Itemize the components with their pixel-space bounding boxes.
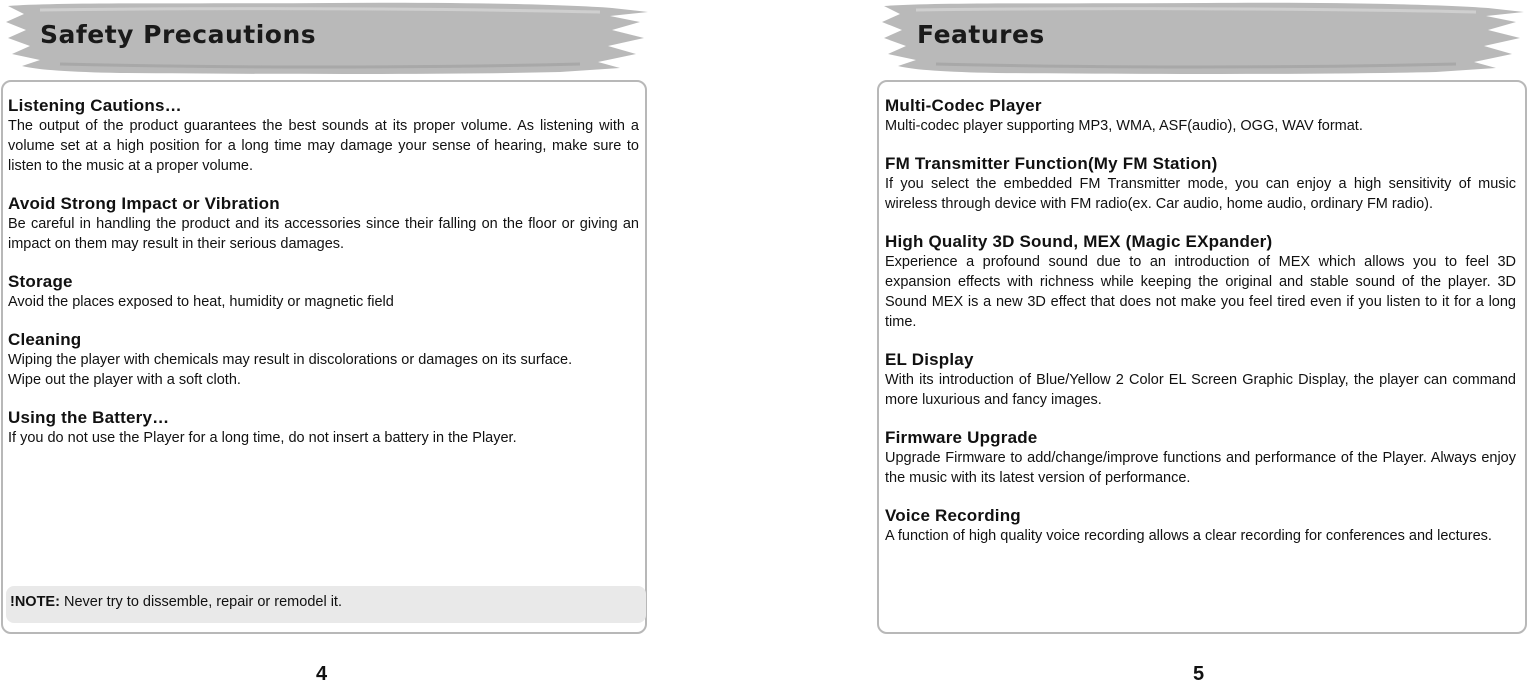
section: [885, 95, 1516, 136]
body-paragraph: Experience a profound sound due to an introduction of MEX which allows you to feel 3D expansion effects with richness while keeping the original and stable sound of the player. 3D Sound MEX is a new 3D effect that does not make you feel tired even if you listen to it for a long time.: [885, 254, 1516, 330]
section-heading: Using the Battery…: [8, 408, 170, 427]
note-box: [6, 586, 646, 623]
section-body: [885, 174, 1516, 214]
body-paragraph: Multi-codec player supporting MP3, WMA, ASF(audio), OGG, WAV format.: [885, 118, 1363, 134]
left-page: [0, 0, 652, 685]
section: [885, 231, 1516, 332]
section: [8, 193, 639, 254]
body-paragraph: Upgrade Firmware to add/change/improve functions and performance of the Player. Always enjoy the music with its latest version of performance.: [885, 450, 1516, 486]
feature-sections: [885, 95, 1516, 563]
section-body: [885, 448, 1516, 488]
section-body: [8, 214, 639, 254]
body-paragraph: With its introduction of Blue/Yellow 2 Color EL Screen Graphic Display, the player can command more luxurious and fancy images.: [885, 372, 1516, 408]
section-heading: Firmware Upgrade: [885, 428, 1038, 447]
page-number: 5: [1193, 663, 1205, 685]
section-body: [885, 252, 1516, 332]
title-banner: [0, 0, 650, 76]
section-heading: High Quality 3D Sound, MEX (Magic EXpander): [885, 232, 1273, 251]
body-paragraph: Wipe out the player with a soft cloth.: [8, 372, 241, 388]
section-body: [885, 370, 1516, 410]
section: [8, 329, 639, 390]
body-paragraph: The output of the product guarantees the best sounds at its proper volume. As listening with a volume set at a high position for a long time may damage your sense of hearing, make sure to listen to the music at a proper volume.: [8, 118, 639, 174]
section: [885, 153, 1516, 214]
section-body: [8, 350, 639, 390]
body-paragraph: If you do not use the Player for a long time, do not insert a battery in the Player.: [8, 430, 517, 446]
body-paragraph: Avoid the places exposed to heat, humidity or magnetic field: [8, 294, 394, 310]
note-label: !NOTE:: [10, 594, 60, 610]
section-body: [8, 428, 639, 448]
section-heading: Listening Cautions…: [8, 96, 182, 115]
safety-sections: [8, 95, 639, 465]
note-text: Never try to dissemble, repair or remodel it.: [59, 594, 342, 610]
right-page: [876, 0, 1528, 685]
body-paragraph: If you select the embedded FM Transmitter mode, you can enjoy a high sensitivity of music wireless through device with FM radio(ex. Car audio, home audio, ordinary FM radio).: [885, 176, 1516, 212]
page-title: Safety Precautions: [40, 20, 317, 49]
section-body: [885, 526, 1516, 546]
section: [8, 95, 639, 176]
section-body: [8, 292, 639, 312]
section-heading: Cleaning: [8, 330, 82, 349]
section-body: [885, 116, 1516, 136]
section: [8, 271, 639, 312]
section: [885, 427, 1516, 488]
page-title: Features: [917, 20, 1045, 49]
body-paragraph: A function of high quality voice recording allows a clear recording for conferences and lectures.: [885, 528, 1492, 544]
body-paragraph: Be careful in handling the product and its accessories since their falling on the floor or giving an impact on them may result in their serious damages.: [8, 216, 639, 252]
section-heading: Storage: [8, 272, 73, 291]
section: [885, 505, 1516, 546]
section-heading: FM Transmitter Function(My FM Station): [885, 154, 1218, 173]
section: [8, 407, 639, 448]
body-paragraph: Wiping the player with chemicals may result in discolorations or damages on its surface.: [8, 352, 573, 368]
section-body: [8, 116, 639, 176]
section: [885, 349, 1516, 410]
title-banner: [876, 0, 1526, 76]
section-heading: Voice Recording: [885, 506, 1021, 525]
section-heading: EL Display: [885, 350, 974, 369]
section-heading: Multi-Codec Player: [885, 96, 1042, 115]
section-heading: Avoid Strong Impact or Vibration: [8, 194, 280, 213]
page-number: 4: [316, 663, 328, 685]
